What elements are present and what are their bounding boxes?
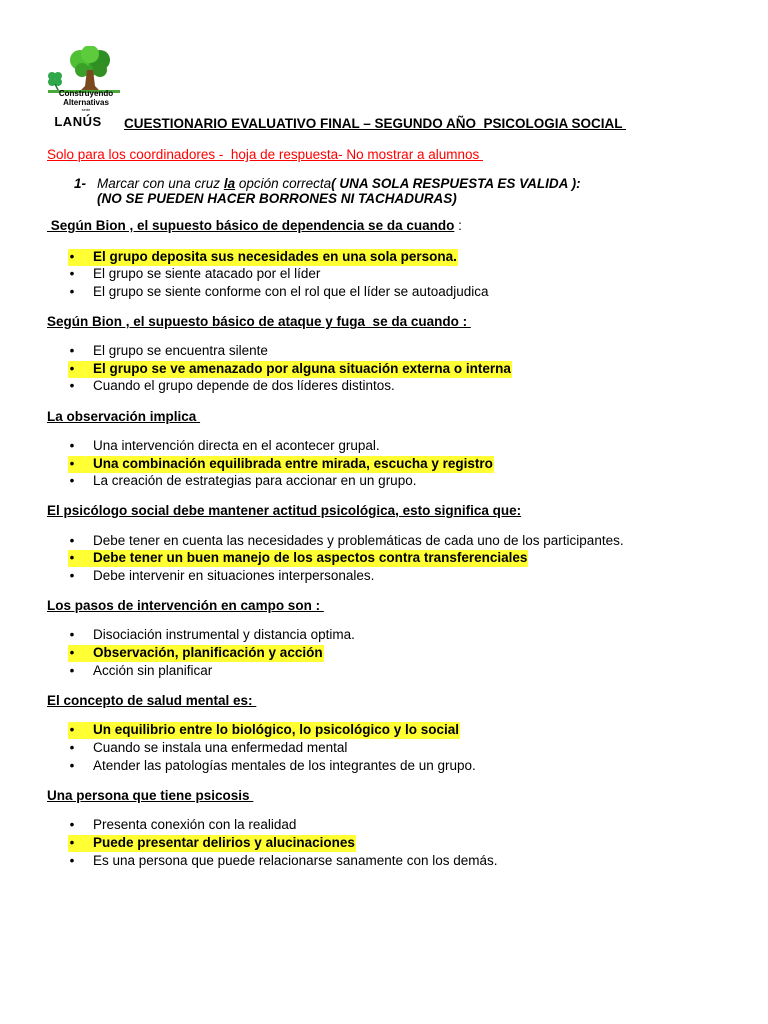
- option-text: Debe intervenir en situaciones interpersonales.: [93, 568, 375, 583]
- bullet-icon: •: [69, 343, 75, 358]
- bullet-icon: •: [69, 835, 75, 850]
- bullet-icon: •: [69, 249, 75, 264]
- bullet-icon: •: [69, 361, 75, 376]
- bullet-icon: •: [69, 550, 75, 565]
- bullet-icon: •: [69, 645, 75, 660]
- option-text: Un equilibrio entre lo biológico, lo psicológico y lo social: [93, 722, 460, 737]
- bullet-icon: •: [69, 284, 75, 299]
- page-title: CUESTIONARIO EVALUATIVO FINAL – SEGUNDO AÑO PSICOLOGIA SOCIAL: [124, 116, 627, 131]
- bullet-icon: •: [69, 378, 75, 393]
- question-title: Los pasos de intervención en campo son :: [47, 598, 324, 613]
- question-suffix: :: [454, 218, 462, 233]
- bullet-icon: •: [69, 438, 75, 453]
- option-text: Una intervención directa en el acontecer grupal.: [93, 438, 380, 453]
- logo-line-1: Construyendo: [58, 89, 114, 98]
- question-4: [47, 503, 521, 518]
- instruction-underlined: la: [223, 176, 236, 191]
- instruction-text: [97, 176, 581, 206]
- coordinator-warning: Solo para los coordinadores - hoja de respuesta- No mostrar a alumnos: [47, 147, 483, 162]
- bullet-icon: •: [69, 473, 75, 488]
- instruction-pre: Marcar con una cruz: [97, 176, 224, 191]
- option-text: El grupo se encuentra silente: [93, 343, 268, 358]
- option-text: Cuando se instala una enfermedad mental: [93, 740, 348, 755]
- bullet-icon: •: [69, 627, 75, 642]
- option-text: El grupo se siente atacado por el líder: [93, 266, 321, 281]
- bullet-icon: •: [69, 758, 75, 773]
- question-title: El psicólogo social debe mantener actitud psicológica, esto significa que:: [47, 503, 522, 518]
- bullet-icon: •: [69, 722, 75, 737]
- question-title: Según Bion , el supuesto básico de dependencia se da cuando: [47, 218, 455, 233]
- instruction-line-2: (NO SE PUEDEN HACER BORRONES NI TACHADURAS): [97, 191, 457, 206]
- logo-line-3: sede: [81, 107, 91, 112]
- option-text: Debe tener en cuenta las necesidades y problemáticas de cada uno de los participantes.: [93, 533, 624, 548]
- bullet-icon: •: [69, 817, 75, 832]
- option-text: Cuando el grupo depende de dos líderes distintos.: [93, 378, 395, 393]
- instruction-number: 1-: [74, 176, 87, 191]
- option-text: Presenta conexión con la realidad: [93, 817, 297, 832]
- bullet-icon: •: [69, 456, 75, 471]
- option-text: El grupo se ve amenazado por alguna situación externa o interna: [93, 361, 511, 376]
- option-text: Disociación instrumental y distancia optima.: [93, 627, 355, 642]
- option-text: Es una persona que puede relacionarse sanamente con los demás.: [93, 853, 498, 868]
- option-text: Puede presentar delirios y alucinaciones: [93, 835, 355, 850]
- bullet-icon: •: [69, 568, 75, 583]
- question-title: Una persona que tiene psicosis: [47, 788, 254, 803]
- option-text: La creación de estrategias para accionar en un grupo.: [93, 473, 417, 488]
- question-1: [47, 218, 462, 233]
- org-logo: [44, 46, 124, 132]
- option-text: Atender las patologías mentales de los integrantes de un grupo.: [93, 758, 476, 773]
- question-6: [47, 693, 256, 708]
- bullet-icon: •: [69, 266, 75, 281]
- option-text: El grupo deposita sus necesidades en una sola persona.: [93, 249, 457, 264]
- question-7: [47, 788, 253, 803]
- option-text: Acción sin planificar: [93, 663, 213, 678]
- logo-line-2: Alternativas: [63, 98, 109, 107]
- tree-icon: [44, 46, 124, 94]
- bullet-icon: •: [69, 533, 75, 548]
- question-3: [47, 409, 200, 424]
- option-text: Una combinación equilibrada entre mirada, escucha y registro: [93, 456, 493, 471]
- option-text: El grupo se siente conforme con el rol que el líder se autoadjudica: [93, 284, 489, 299]
- question-2: [47, 314, 471, 329]
- instruction-bold: ( UNA SOLA RESPUESTA ES VALIDA ):: [331, 176, 581, 191]
- question-title: La observación implica: [47, 409, 201, 424]
- instruction-mid: opción correcta: [235, 176, 332, 191]
- option-text: Observación, planificación y acción: [93, 645, 323, 660]
- bullet-icon: •: [69, 853, 75, 868]
- option-text: Debe tener un buen manejo de los aspectos contra transferenciales: [93, 550, 528, 565]
- question-title: El concepto de salud mental es:: [47, 693, 257, 708]
- bullet-icon: •: [69, 663, 75, 678]
- logo-line-4: LANÚS: [54, 114, 102, 129]
- bullet-icon: •: [69, 740, 75, 755]
- question-5: [47, 598, 324, 613]
- question-title: Según Bion , el supuesto básico de ataque y fuga se da cuando :: [47, 314, 471, 329]
